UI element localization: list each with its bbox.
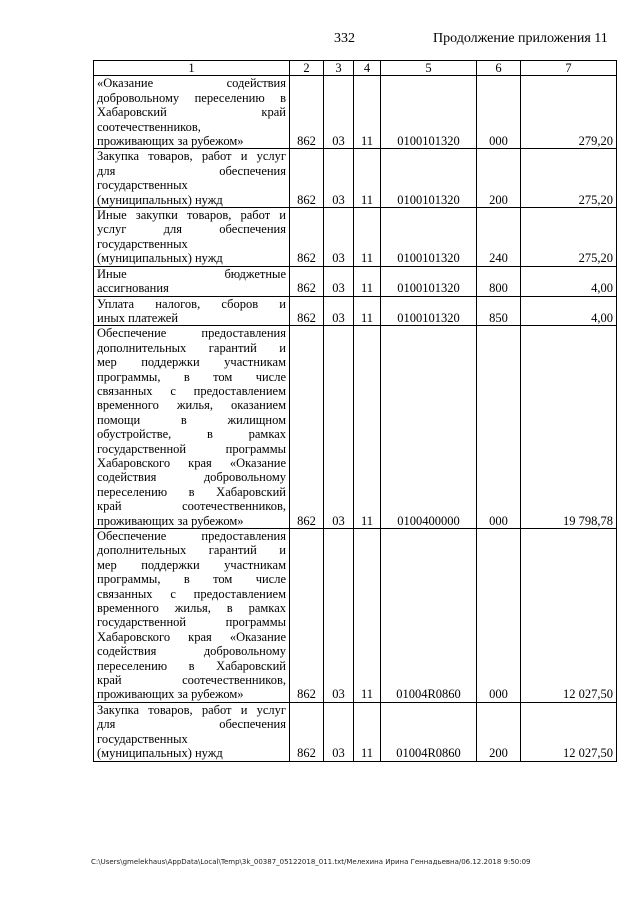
expense-name-line: помощи в жилищном xyxy=(97,412,286,427)
expense-name-line: Закупка товаров, работ и услуг xyxy=(97,702,286,717)
expense-name-cell xyxy=(94,529,290,703)
subsection-code-cell: 11 xyxy=(354,702,381,761)
amount-cell: 275,20 xyxy=(521,149,617,208)
section-code-cell: 03 xyxy=(324,529,354,703)
table-row xyxy=(94,296,617,326)
expense-name-line: связанных с предоставлением xyxy=(97,383,286,398)
expense-name-line: временного жилья, в рамках xyxy=(97,601,286,616)
expense-name-line: Хабаровский край xyxy=(97,105,286,120)
expense-name-line: услуг для обеспечения xyxy=(97,222,286,237)
expense-name-cell xyxy=(94,149,290,208)
expense-name-line: дополнительных гарантий и xyxy=(97,543,286,558)
target-article-cell: 0100101320 xyxy=(381,149,477,208)
expense-name-line: (муниципальных) нужд xyxy=(97,746,223,761)
expense-name-line: государственных xyxy=(97,236,188,251)
expense-name-line: переселению в Хабаровский xyxy=(97,484,286,499)
subsection-code-cell: 11 xyxy=(354,149,381,208)
admin-code-cell: 862 xyxy=(290,266,324,296)
expense-name-line: обустройстве, в рамках xyxy=(97,427,286,442)
expense-name-line: край соотечественников, xyxy=(97,499,286,514)
expense-name-cell xyxy=(94,296,290,326)
expense-name-line: проживающих за рубежом» xyxy=(97,513,244,528)
expense-name-line: проживающих за рубежом» xyxy=(97,134,244,149)
subsection-code-cell: 11 xyxy=(354,296,381,326)
column-header: 5 xyxy=(381,61,477,76)
section-code-cell: 03 xyxy=(324,208,354,267)
expense-name-line: для обеспечения xyxy=(97,717,286,732)
expense-name-line: (муниципальных) нужд xyxy=(97,251,223,266)
expense-name-line: ассигнования xyxy=(97,281,169,296)
expense-name-cell xyxy=(94,208,290,267)
subsection-code-cell: 11 xyxy=(354,529,381,703)
expense-name-line: соотечественников, xyxy=(97,119,201,134)
expense-name-line: программы, в том числе xyxy=(97,572,286,587)
section-code-cell: 03 xyxy=(324,266,354,296)
column-header: 1 xyxy=(94,61,290,76)
amount-cell: 279,20 xyxy=(521,76,617,149)
table-row xyxy=(94,702,617,761)
target-article-cell: 0100101320 xyxy=(381,266,477,296)
table-row xyxy=(94,266,617,296)
appendix-continuation-label: Продолжение приложения 11 xyxy=(433,31,608,46)
expense-type-cell: 200 xyxy=(477,702,521,761)
expense-type-cell: 850 xyxy=(477,296,521,326)
file-path-footer: C:\Users\gmelekhaus\AppData\Local\Temp\3k_00387_05122018_011.txt/Мелехина Ирина Геннадьевна/06.12.2018 9:50:09 xyxy=(91,858,531,866)
target-article-cell: 0100101320 xyxy=(381,76,477,149)
section-code-cell: 03 xyxy=(324,702,354,761)
target-article-cell: 0100101320 xyxy=(381,296,477,326)
expense-name-line: добровольному переселению в xyxy=(97,90,286,105)
amount-cell: 275,20 xyxy=(521,208,617,267)
admin-code-cell: 862 xyxy=(290,149,324,208)
expense-name-line: программы, в том числе xyxy=(97,369,286,384)
expense-name-line: временного жилья, оказанием xyxy=(97,398,286,413)
expense-name-line: Закупка товаров, работ и услуг xyxy=(97,149,286,164)
expense-name-line: связанных с предоставлением xyxy=(97,586,286,601)
admin-code-cell: 862 xyxy=(290,208,324,267)
table-row xyxy=(94,208,617,267)
expense-type-cell: 240 xyxy=(477,208,521,267)
column-header: 3 xyxy=(324,61,354,76)
amount-cell: 4,00 xyxy=(521,296,617,326)
expense-name-line: «Оказание содействия xyxy=(97,76,286,91)
admin-code-cell: 862 xyxy=(290,76,324,149)
target-article-cell: 0100400000 xyxy=(381,326,477,529)
expense-type-cell: 000 xyxy=(477,326,521,529)
expense-name-line: переселению в Хабаровский xyxy=(97,658,286,673)
expense-name-line: содействия добровольному xyxy=(97,644,286,659)
expense-name-cell xyxy=(94,702,290,761)
expense-name-line: содействия добровольному xyxy=(97,470,286,485)
expense-name-line: иных платежей xyxy=(97,310,179,325)
expense-name-line: Уплата налогов, сборов и xyxy=(97,296,286,311)
expense-name-cell xyxy=(94,266,290,296)
subsection-code-cell: 11 xyxy=(354,266,381,296)
amount-cell: 19 798,78 xyxy=(521,326,617,529)
section-code-cell: 03 xyxy=(324,326,354,529)
expense-type-cell: 000 xyxy=(477,76,521,149)
expense-name-line: Обеспечение предоставления xyxy=(97,326,286,341)
expense-name-line: государственной программы xyxy=(97,615,286,630)
expense-name-line: Иные закупки товаров, работ и xyxy=(97,208,286,223)
admin-code-cell: 862 xyxy=(290,296,324,326)
target-article-cell: 01004R0860 xyxy=(381,529,477,703)
expense-name-line: государственных xyxy=(97,178,188,193)
expense-name-line: дополнительных гарантий и xyxy=(97,340,286,355)
column-header: 6 xyxy=(477,61,521,76)
expense-name-line: край соотечественников, xyxy=(97,673,286,688)
section-code-cell: 03 xyxy=(324,149,354,208)
column-header: 2 xyxy=(290,61,324,76)
expense-name-cell xyxy=(94,76,290,149)
column-header: 4 xyxy=(354,61,381,76)
admin-code-cell: 862 xyxy=(290,326,324,529)
expense-name-line: государственной программы xyxy=(97,441,286,456)
expense-name-line: Хабаровского края «Оказание xyxy=(97,629,286,644)
expense-name-line: (муниципальных) нужд xyxy=(97,192,223,207)
column-header: 7 xyxy=(521,61,617,76)
subsection-code-cell: 11 xyxy=(354,326,381,529)
amount-cell: 12 027,50 xyxy=(521,702,617,761)
admin-code-cell: 862 xyxy=(290,529,324,703)
page-number: 332 xyxy=(334,31,355,46)
table-row xyxy=(94,326,617,529)
target-article-cell: 0100101320 xyxy=(381,208,477,267)
expense-type-cell: 800 xyxy=(477,266,521,296)
amount-cell: 4,00 xyxy=(521,266,617,296)
expense-name-line: Иные бюджетные xyxy=(97,266,286,281)
expense-name-cell xyxy=(94,326,290,529)
expense-name-line: Хабаровского края «Оказание xyxy=(97,455,286,470)
expense-name-line: государственных xyxy=(97,731,188,746)
expense-name-line: проживающих за рубежом» xyxy=(97,687,244,702)
expense-name-line: мер поддержки участникам xyxy=(97,557,286,572)
table-header-row xyxy=(94,61,617,76)
section-code-cell: 03 xyxy=(324,296,354,326)
table-row xyxy=(94,76,617,149)
admin-code-cell: 862 xyxy=(290,702,324,761)
expense-type-cell: 000 xyxy=(477,529,521,703)
expense-name-line: мер поддержки участникам xyxy=(97,355,286,370)
expense-name-line: для обеспечения xyxy=(97,163,286,178)
budget-table xyxy=(93,60,617,762)
amount-cell: 12 027,50 xyxy=(521,529,617,703)
target-article-cell: 01004R0860 xyxy=(381,702,477,761)
subsection-code-cell: 11 xyxy=(354,208,381,267)
expense-type-cell: 200 xyxy=(477,149,521,208)
expense-name-line: Обеспечение предоставления xyxy=(97,529,286,543)
subsection-code-cell: 11 xyxy=(354,76,381,149)
table-row xyxy=(94,149,617,208)
table-row xyxy=(94,529,617,703)
section-code-cell: 03 xyxy=(324,76,354,149)
